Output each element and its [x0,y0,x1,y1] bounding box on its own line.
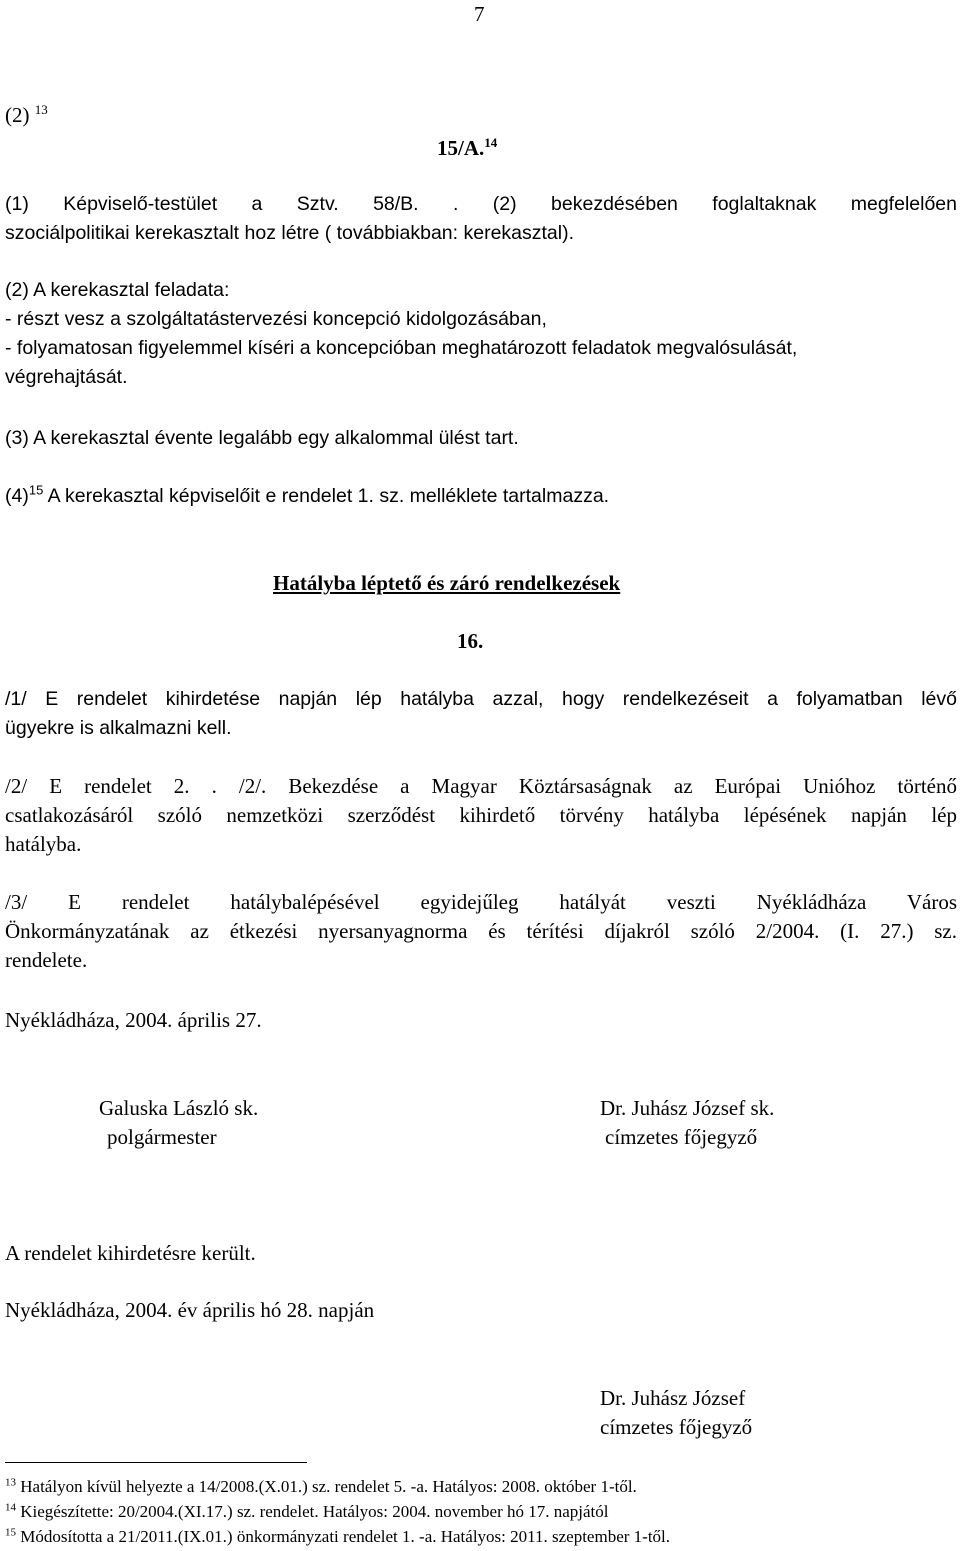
signature-right-title: címzetes főjegyző [605,1125,758,1149]
paragraph-15a-3: (3) A kerekasztal évente legalább egy alkalommal ülést tart. [5,427,519,449]
signature-right-name: Dr. Juhász József sk. [600,1096,775,1120]
promulgation-note: A rendelet kihirdetésre került. [5,1241,256,1265]
paragraph-16-2 [5,772,957,830]
footnote-text: Kiegészítette: 20/2004.(XI.17.) sz. rendelet. Hatályos: 2004. november hó 17. napjától [20,1502,609,1521]
section-heading-16 [457,627,497,656]
paragraph-16-1 [5,685,957,714]
paragraph-15a-1 [5,190,957,219]
paragraph-16-2-cont: hatályba. [5,832,82,856]
place-date: Nyékládháza, 2004. április 27. [5,1008,262,1032]
paragraph-text: A kerekasztal képviselőit e rendelet 1. sz. melléklete tartalmazza. [47,485,610,507]
footnote-number: 13 [5,1476,16,1489]
section-heading-15a [437,134,497,163]
paragraph-15a-1-cont: szociálpolitikai kerekasztalt hoz létre ( továbbiakban: kerekasztal). [5,222,575,244]
signature-left-title: polgármester [107,1125,217,1149]
paragraph-line: /1/ E rendelet kihirdetése napján lép hatályba azzal, hogy rendelkezéseit a folyamatban lévő [5,688,957,710]
footnote-number: 14 [5,1501,16,1514]
paragraph-2-label [5,101,48,130]
paragraph-line: Önkormányzatának az étkezési nyersanyagnorma és térítési díjakról szóló 2/2004. (I. 27.) sz. [5,919,957,943]
page-number: 7 [474,2,485,26]
footnote-text: Hatályon kívül helyezte a 14/2008.(X.01.) sz. rendelet 5. -a. Hatályos: 2008. október 1-től. [20,1477,637,1496]
paragraph-line: /2/ E rendelet 2. . /2/. Bekezdése a Magyar Köztársaságnak az Európai Unióhoz történő [5,774,957,798]
section-sign-icon [489,627,497,656]
paragraph-line: /3/ E rendelet hatálybalépésével egyidejűleg hatályát veszti Nyékládháza Város [5,890,957,914]
paragraph-line: (1) Képviselő-testület a Sztv. 58/B. . (2) bekezdésében foglaltaknak megfelelően [5,193,957,215]
footnote-ref: 13 [34,102,48,117]
paragraph-line: csatlakozásáról szóló nemzetközi szerződést kihirdető törvény hatályba lépésének napján lép [5,803,957,827]
paragraph-label: (4) [5,485,29,507]
footnote-separator [5,1462,307,1463]
footnote [5,1526,670,1548]
footnote-text: Módosította a 21/2011.(IX.01.) önkormányzati rendelet 1. -a. Hatályos: 2011. szeptember 1-től. [20,1527,671,1546]
paragraph-16-3 [5,888,957,946]
signature-final-name: Dr. Juhász József [600,1386,746,1410]
list-item: - részt vesz a szolgáltatástervezési koncepció kidolgozásában, [5,308,547,330]
signature-left-name: Galuska László sk. [99,1096,259,1120]
paragraph-16-1-cont: ügyekre is alkalmazni kell. [5,717,232,739]
footnote [5,1476,637,1498]
paragraph-15a-4 [5,482,609,511]
list-item-cont: végrehajtását. [5,366,128,388]
footnote-number: 15 [5,1526,16,1539]
paragraph-15a-2-title: (2) A kerekasztal feladata: [5,279,230,301]
footnote-ref: 15 [28,482,44,498]
footnote-ref: 14 [484,135,498,150]
signature-final-title: címzetes főjegyző [600,1415,753,1439]
place-date: Nyékládháza, 2004. év április hó 28. napján [5,1298,375,1322]
paragraph-16-3-cont: rendelete. [5,948,88,972]
footnote [5,1501,609,1523]
closing-provisions-heading: Hatályba léptető és záró rendelkezések [273,571,621,595]
paragraph-label: (2) [5,103,30,127]
section-title: 16. [457,629,484,653]
list-item: - folyamatosan figyelemmel kíséri a koncepcióban meghatározott feladatok megvalósulását, [5,337,798,359]
section-title: 15/A. [437,136,485,160]
